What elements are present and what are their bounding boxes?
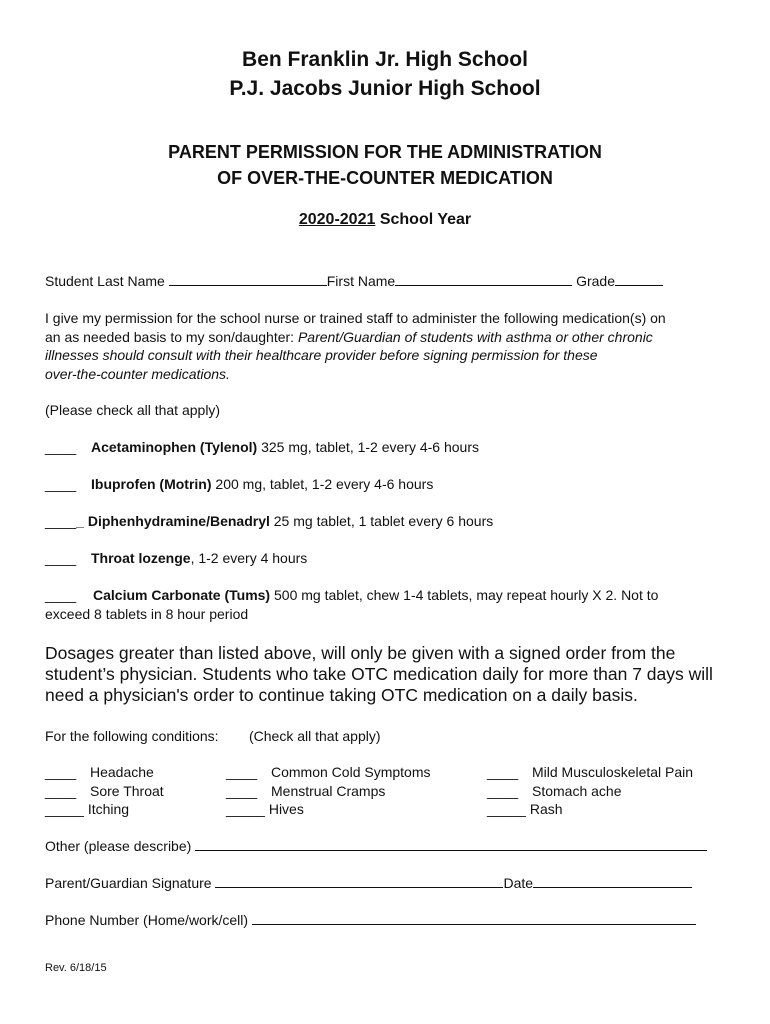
medication-detail: 500 mg tablet, chew 1-4 tablets, may repeat hourly X 2. Not to	[270, 587, 659, 603]
condition-item-headache[interactable]	[45, 764, 154, 780]
condition-checkbox-blank[interactable]: ____	[487, 782, 519, 799]
condition-label: Mild Musculoskeletal Pain	[532, 764, 694, 780]
condition-item-musculoskeletal-pain[interactable]	[487, 764, 693, 780]
phone-field[interactable]	[252, 912, 696, 925]
condition-checkbox-blank[interactable]: ____	[487, 801, 519, 817]
medication-name: Throat lozenge	[91, 550, 191, 566]
school-name-1: Ben Franklin Jr. High School	[242, 48, 528, 71]
medication-detail: 325 mg, tablet, 1-2 every 4-6 hours	[257, 439, 479, 455]
medication-item-acetaminophen[interactable]	[45, 439, 479, 455]
conditions-label: For the following conditions:	[45, 728, 219, 744]
medication-item-diphenhydramine[interactable]	[45, 513, 493, 529]
permission-line-2-plain: an as needed basis to my son/daughter:	[45, 328, 298, 345]
condition-item-stomach-ache[interactable]	[487, 783, 622, 799]
condition-item-itching[interactable]	[45, 801, 129, 817]
student-last-name-label: Student Last Name	[45, 273, 165, 289]
medication-checkbox-blank[interactable]: ____	[45, 513, 77, 529]
condition-item-menstrual-cramps[interactable]	[226, 783, 385, 799]
grade-field[interactable]	[615, 273, 663, 286]
grade-label: Grade	[576, 273, 616, 289]
revision-note: Rev. 6/18/15	[45, 962, 107, 974]
medication-checkbox-blank[interactable]: ____	[45, 550, 77, 566]
other-label: Other (please describe)	[45, 838, 192, 854]
condition-checkbox-blank[interactable]: ____	[226, 801, 258, 817]
condition-label: Headache	[90, 764, 154, 780]
form-title-line-1: PARENT PERMISSION FOR THE ADMINISTRATION	[168, 142, 602, 162]
condition-checkbox-blank[interactable]: ____	[45, 764, 77, 780]
medication-checkbox-blank[interactable]: ____	[45, 439, 77, 455]
form-title-line-2: OF OVER-THE-COUNTER MEDICATION	[217, 168, 553, 188]
signature-field[interactable]	[215, 875, 503, 888]
condition-label: Sore Throat	[90, 782, 164, 799]
condition-item-common-cold[interactable]	[226, 764, 431, 780]
conditions-check-note: (Check all that apply)	[249, 728, 381, 744]
medication-name: Calcium Carbonate (Tums)	[93, 587, 271, 603]
school-name-2: P.J. Jacobs Junior High School	[229, 77, 541, 100]
medication-checkbox-blank[interactable]: ____	[45, 476, 77, 492]
dosage-notice: Dosages greater than listed above, will only be given with a signed order from the student’s physician. Students who take OTC medication daily for more than 7 days will need a physician's order to continue taking OTC medication on a daily basis.	[45, 643, 713, 705]
signature-row	[45, 875, 692, 891]
condition-label: _ Itching	[76, 801, 130, 817]
medication-name: Ibuprofen (Motrin)	[91, 476, 212, 492]
medication-item-throat-lozenge[interactable]	[45, 550, 307, 566]
condition-item-rash[interactable]	[487, 801, 563, 817]
medication-detail: , 1-2 every 4 hours	[190, 550, 308, 566]
other-row	[45, 838, 707, 854]
please-check-note: (Please check all that apply)	[45, 402, 221, 418]
permission-line-2	[45, 329, 653, 345]
permission-line-2-italic: Parent/Guardian of students with asthma or other chronic	[297, 328, 653, 345]
phone-label: Phone Number (Home/work/cell)	[45, 912, 249, 928]
permission-line-3: illnesses should consult with their healthcare provider before signing permission for these	[45, 347, 598, 363]
condition-checkbox-blank[interactable]: ____	[45, 782, 77, 799]
medication-name: Acetaminophen (Tylenol)	[91, 439, 258, 455]
date-field[interactable]	[533, 875, 692, 888]
student-info-row	[45, 273, 663, 289]
student-last-name-field[interactable]	[169, 273, 327, 286]
condition-checkbox-blank[interactable]: ____	[45, 801, 77, 817]
medication-name: _ Diphenhydramine/Benadryl	[76, 513, 270, 529]
school-year-suffix: School Year	[379, 211, 472, 228]
condition-checkbox-blank[interactable]: ____	[226, 764, 258, 780]
phone-row	[45, 912, 696, 928]
student-first-name-field[interactable]	[395, 273, 572, 286]
condition-label: Common Cold Symptoms	[271, 764, 431, 780]
school-year	[0, 211, 770, 229]
medication-detail: 25 mg tablet, 1 tablet every 6 hours	[269, 513, 494, 529]
condition-label: _ Hives	[257, 801, 304, 817]
condition-checkbox-blank[interactable]: ____	[226, 782, 258, 799]
condition-label: _ Rash	[518, 801, 563, 817]
medication-item-ibuprofen[interactable]	[45, 476, 433, 492]
medication-checkbox-blank[interactable]: ____	[45, 587, 77, 603]
medication-detail: 200 mg, tablet, 1-2 every 4-6 hours	[211, 476, 434, 492]
condition-item-hives[interactable]	[226, 801, 304, 817]
condition-label: Menstrual Cramps	[271, 782, 386, 799]
condition-item-sore-throat[interactable]	[45, 783, 164, 799]
medication-item-calcium-carbonate[interactable]	[45, 587, 658, 603]
medication-detail-continued: exceed 8 tablets in 8 hour period	[45, 605, 249, 622]
condition-label: Stomach ache	[532, 782, 622, 799]
permission-line-1: I give my permission for the school nurse or trained staff to administer the following medication(s) on	[45, 310, 666, 326]
condition-checkbox-blank[interactable]: ____	[487, 764, 519, 780]
permission-line-4: over-the-counter medications.	[45, 365, 230, 382]
school-year-value: 2020-2021	[298, 211, 376, 228]
student-first-name-label: First Name	[326, 273, 396, 289]
date-label: Date	[503, 875, 534, 891]
signature-label: Parent/Guardian Signature	[45, 875, 212, 891]
other-description-field[interactable]	[195, 838, 707, 851]
